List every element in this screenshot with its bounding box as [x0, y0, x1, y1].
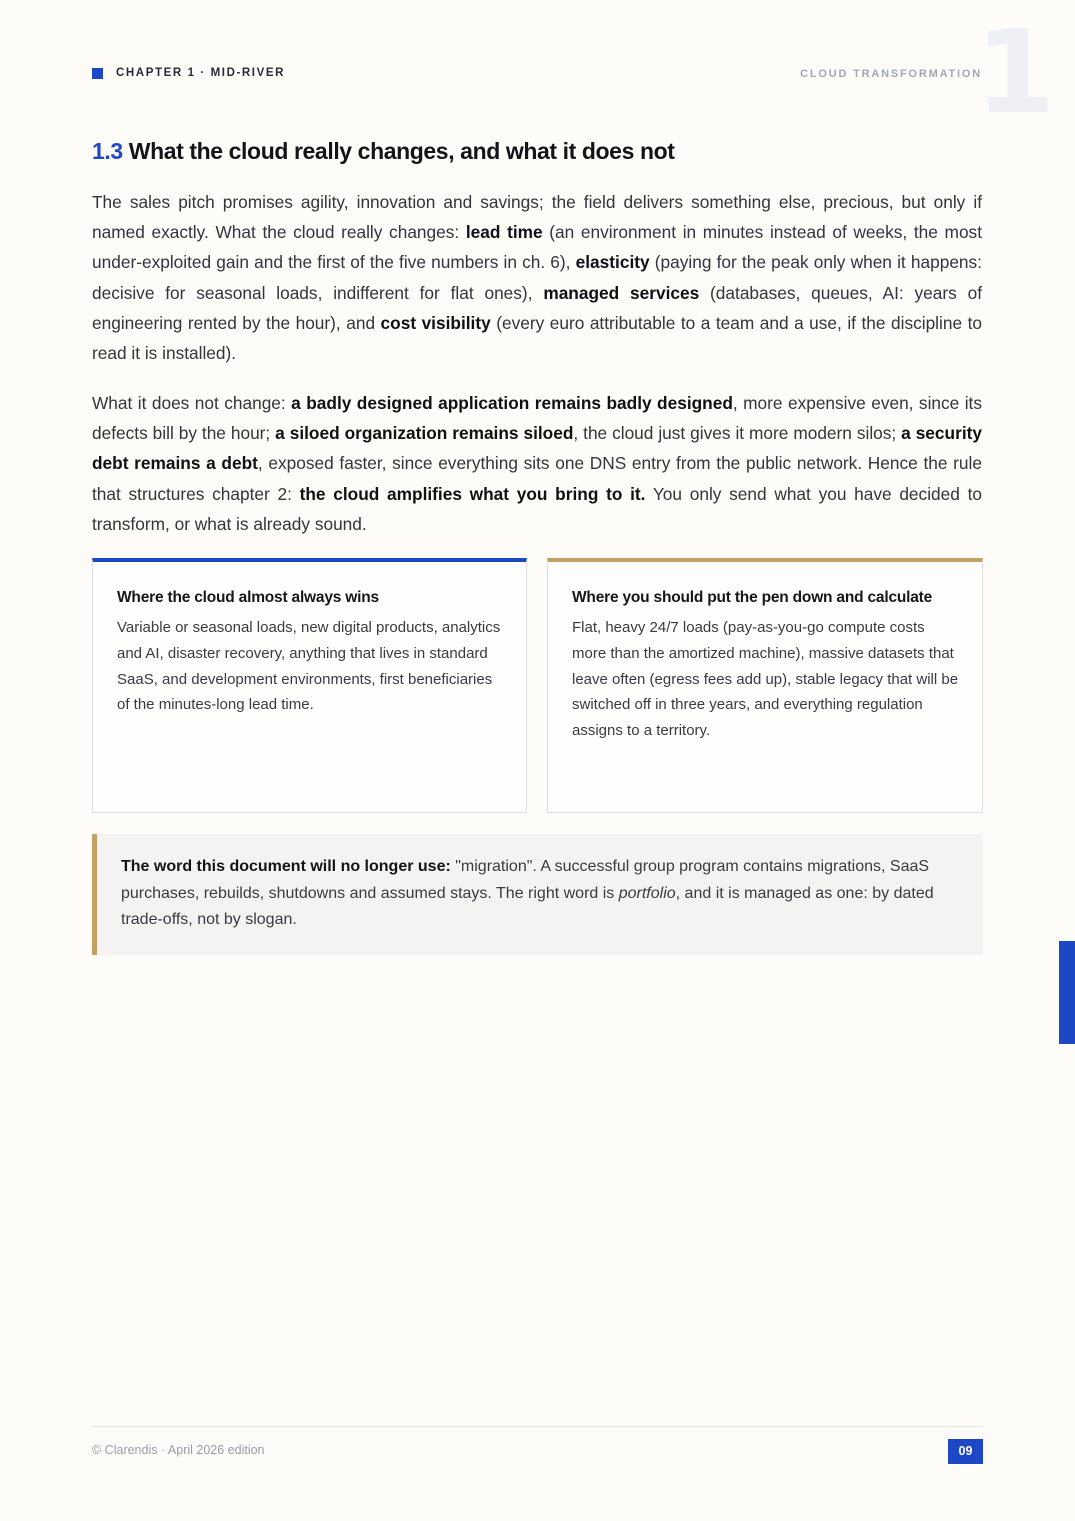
paragraph-text: , exposed faster, since everything sits one DNS entry from the public network. Hence the rule that structures chapter 2:: [92, 453, 982, 504]
running-header-left: [92, 67, 285, 79]
paragraph-text: (an environment in minutes instead of weeks, the most under-exploited gain and the first of the five numbers in ch. 6),: [92, 222, 982, 273]
chapter-label: CHAPTER 1 · MID-RIVER: [116, 67, 286, 79]
emphasis-managed-services: managed services: [543, 282, 700, 303]
paragraph-text: (every euro attributable to a team and a use, if the discipline to read it is installed).: [92, 312, 982, 364]
callout-text: "migration". A successful group program contains migrations, SaaS purchases, rebuilds, shutdowns and assumed stays. The right word is: [121, 858, 930, 902]
chapter-number-watermark: 1: [975, 6, 1056, 140]
paragraph-text: , the cloud just gives it more modern silos;: [573, 423, 902, 444]
callout-text: , and it is managed as one: by dated trade-offs, not by slogan.: [121, 884, 934, 928]
card-calculate: [547, 558, 983, 813]
paragraph-text: What it does not change:: [92, 393, 292, 413]
section-title: What the cloud really changes, and what it does not: [128, 138, 675, 164]
chapter-side-tab: [1059, 941, 1075, 1044]
callout-lead: The word this document will no longer use:: [121, 858, 451, 875]
page-number-badge: 09: [948, 1439, 983, 1464]
emphasis-security-debt: a security debt remains a debt: [92, 423, 982, 474]
paragraph-text: (paying for the peak only when it happens: decisive for seasonal loads, indifferent for flat ones),: [92, 252, 982, 303]
card-text: Variable or seasonal loads, new digital products, analytics and AI, disaster recovery, anything that lives in standard SaaS, and development environments, first beneficiaries of the minutes-long lead time.: [117, 619, 501, 714]
document-label: CLOUD TRANSFORMATION: [800, 68, 982, 80]
section-heading: [92, 138, 675, 165]
paragraph-text: The sales pitch promises agility, innovation and savings; the field delivers something else, precious, but only if named exactly. What the cloud really changes:: [92, 192, 982, 243]
paragraph-text: (databases, queues, AI: years of engineering rented by the hour), and: [92, 282, 982, 333]
footer-copyright: © Clarendis · April 2026 edition: [92, 1443, 265, 1457]
card-title: Where you should put the pen down and calculate: [572, 589, 933, 606]
callout-emphasis: portfolio: [618, 884, 676, 902]
emphasis-badly-designed: a badly designed application remains badly designed: [291, 393, 733, 413]
section-number: 1.3: [92, 138, 123, 164]
emphasis-elasticity: elasticity: [575, 252, 650, 273]
paragraph-text: , more expensive even, since its defects bill by the hour;: [92, 393, 982, 444]
body-paragraph-2: [92, 388, 982, 539]
chapter-marker-square: [92, 68, 103, 79]
callout-box: [92, 834, 983, 955]
card-title: Where the cloud almost always wins: [117, 589, 379, 606]
paragraph-text: You only send what you have decided to transform, or what is already sound.: [92, 483, 982, 534]
footer-divider: [92, 1426, 983, 1427]
emphasis-lead-time: lead time: [465, 222, 543, 243]
body-paragraph-1: [92, 187, 982, 368]
emphasis-cost-visibility: cost visibility: [380, 312, 491, 333]
emphasis-siloed: a siloed organization remains siloed: [275, 423, 574, 444]
card-text: Flat, heavy 24/7 loads (pay-as-you-go compute costs more than the amortized machine), massive datasets that leave often (egress fees add up), stable legacy that will be switched off in three years, and everything regulation assigns to a territory.: [572, 619, 959, 740]
card-cloud-wins: [92, 558, 527, 813]
emphasis-amplifies: the cloud amplifies what you bring to it.: [299, 483, 646, 504]
